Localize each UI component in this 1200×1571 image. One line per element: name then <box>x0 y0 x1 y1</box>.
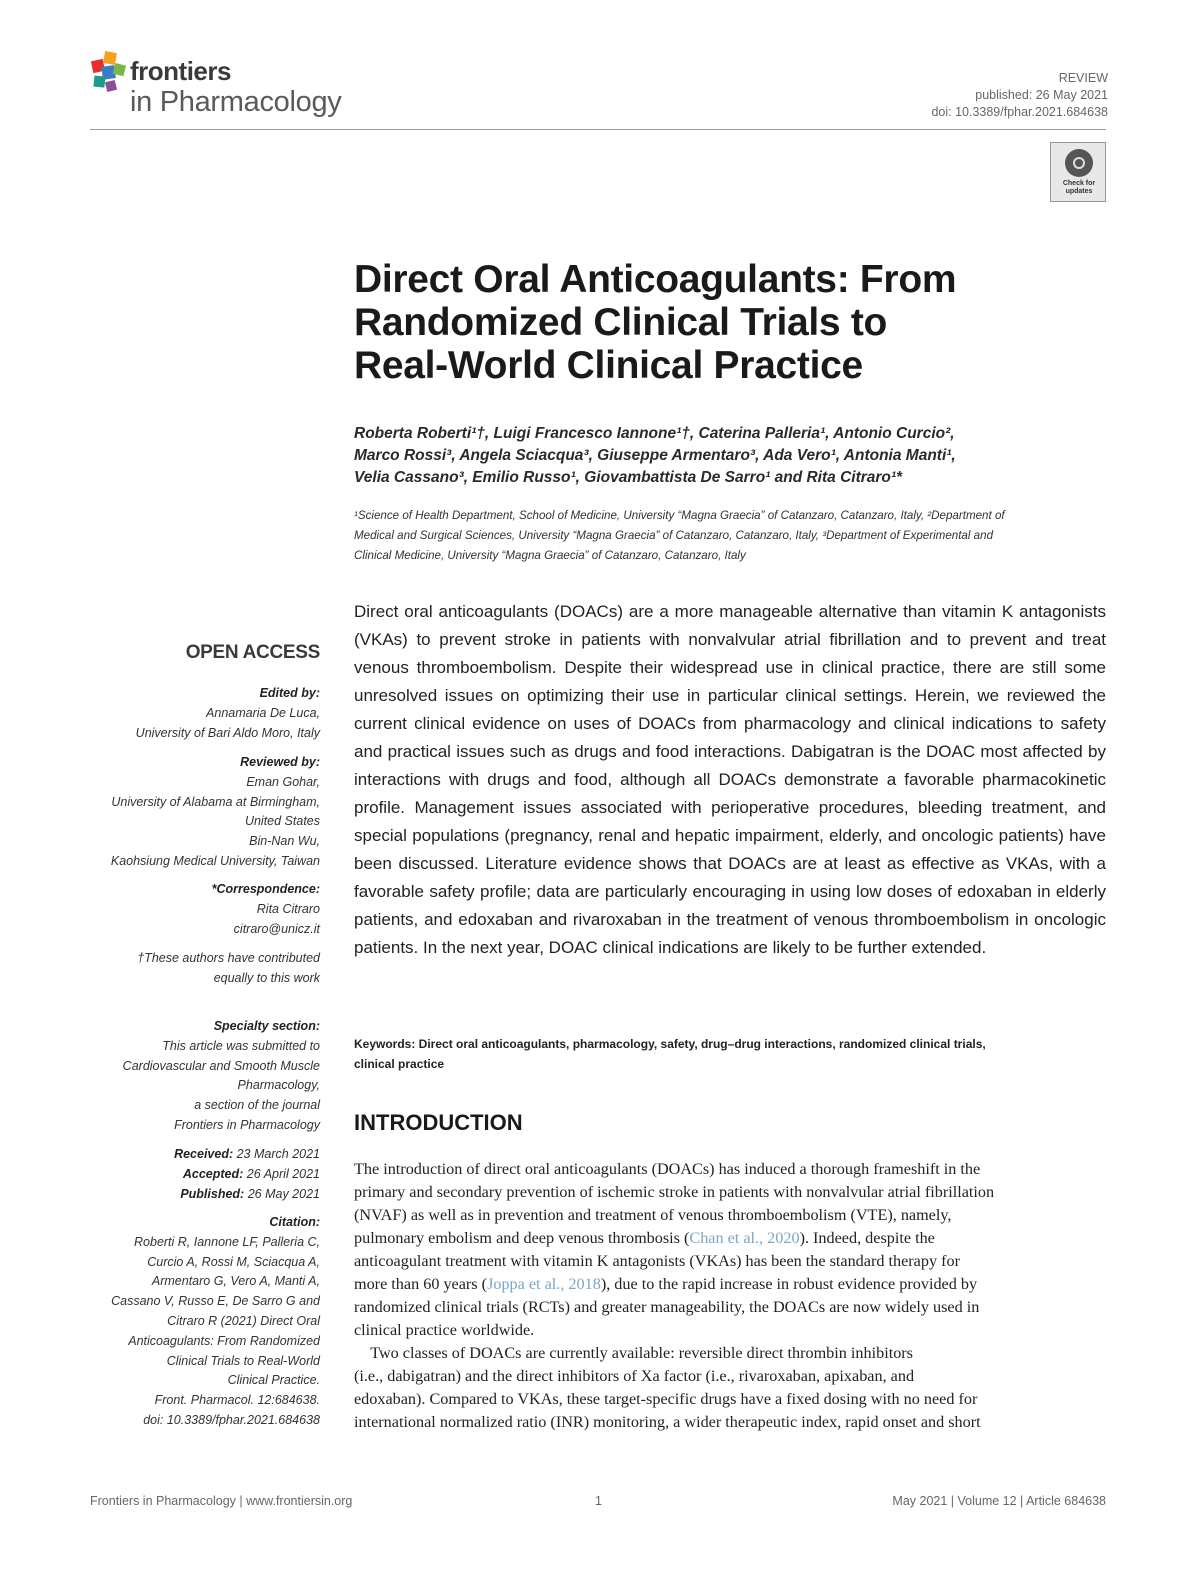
correspondence-email[interactable]: citraro@unicz.it <box>233 921 320 936</box>
citation-line: Clinical Practice. <box>227 1373 320 1388</box>
check-updates-icon <box>1065 149 1093 177</box>
editor-line: Annamaria De Luca, <box>206 705 320 720</box>
published-label: Published: <box>180 1186 245 1201</box>
accepted-label: Accepted: <box>182 1166 244 1181</box>
specialty-line: Frontiers in Pharmacology <box>174 1117 320 1132</box>
intro-text: primary and secondary prevention of ischemic stroke in patients with nonvalvular atrial fibrillation <box>354 1183 995 1201</box>
author-line: Marco Rossi³, Angela Sciacqua³, Giuseppe Armentaro³, Ada Vero¹, Antonia Manti¹, <box>354 447 956 464</box>
received-row <box>60 1145 320 1165</box>
sidebar-dates-block <box>60 1145 320 1204</box>
specialty-label: Specialty section: <box>213 1019 320 1033</box>
affiliations <box>354 506 1114 566</box>
equal-note-line: †These authors have contributed <box>137 951 320 965</box>
citation-line: Roberti R, Iannone LF, Palleria C, <box>134 1234 320 1249</box>
footer-page-number: 1 <box>595 1494 602 1508</box>
sidebar-citation-block <box>60 1213 320 1431</box>
intro-line <box>354 1181 1106 1204</box>
open-access-label: OPEN ACCESS <box>185 642 320 663</box>
specialty-line: a section of the journal <box>194 1098 320 1113</box>
sidebar-reviewer-block <box>60 753 320 872</box>
introduction-body <box>354 1158 1106 1434</box>
intro-text: (NVAF) as well as in prevention and treatment of venous thromboembolism (VTE), namely, <box>354 1206 952 1224</box>
intro-text: randomized clinical trials (RCTs) and greater manageability, the DOACs are now widely used in <box>354 1298 980 1316</box>
citation-line: Citraro R (2021) Direct Oral <box>167 1313 320 1328</box>
citation-line: Armentaro G, Vero A, Manti A, <box>151 1274 320 1289</box>
frontiers-logo-icon <box>90 50 130 96</box>
published-row <box>60 1185 320 1205</box>
intro-text: pulmonary embolism and deep venous thrombosis ( <box>354 1229 690 1247</box>
affiliation-line: Medical and Surgical Sciences, University “Magna Graecia” of Catanzaro, Catanzaro, Italy, ³Department of Experimental and <box>354 529 994 542</box>
intro-line <box>354 1204 1106 1227</box>
intro-text: clinical practice worldwide. <box>354 1321 535 1339</box>
citation-link[interactable]: Chan et al., 2020 <box>689 1229 800 1247</box>
intro-text: anticoagulant treatment with vitamin K antagonists (VKAs) has been the standard therapy for <box>354 1252 960 1270</box>
keywords-line: clinical practice <box>354 1057 445 1071</box>
intro-line <box>354 1365 1106 1388</box>
sidebar-editor-block <box>60 684 320 743</box>
footer-journal-link[interactable]: Frontiers in Pharmacology | www.frontiersin.org <box>90 1494 353 1508</box>
intro-line <box>354 1342 1106 1365</box>
footer-issue-info: May 2021 | Volume 12 | Article 684638 <box>892 1494 1106 1508</box>
reviewer-line: Bin-Nan Wu, <box>249 834 320 849</box>
reviewer-line: Eman Gohar, <box>246 774 320 789</box>
reviewer-line: Kaohsiung Medical University, Taiwan <box>110 853 320 868</box>
editor-line: University of Bari Aldo Moro, Italy <box>135 725 320 740</box>
section-heading-introduction: INTRODUCTION <box>354 1110 523 1135</box>
keywords-line: Keywords: Direct oral anticoagulants, pharmacology, safety, drug–drug interactions, randomized clinical trials, <box>354 1037 986 1051</box>
sidebar-correspondence-block <box>60 880 320 939</box>
intro-text: international normalized ratio (INR) monitoring, a wider therapeutic index, rapid onset and short <box>354 1413 981 1431</box>
edited-by-label: Edited by: <box>259 686 320 700</box>
intro-text: (i.e., dabigatran) and the direct inhibitors of Xa factor (i.e., rivaroxaban, apixaban, and <box>354 1367 915 1385</box>
citation-line: Curcio A, Rossi M, Sciacqua A, <box>147 1254 320 1269</box>
author-line: Roberta Roberti¹†, Luigi Francesco Iannone¹†, Caterina Palleria¹, Antonio Curcio², <box>354 425 955 442</box>
check-updates-label: Check for updates <box>1062 180 1096 195</box>
intro-line <box>354 1227 1106 1250</box>
citation-label: Citation: <box>269 1215 320 1229</box>
accepted-row <box>60 1165 320 1185</box>
journal-logo <box>90 50 350 125</box>
intro-text: The introduction of direct oral anticoagulants (DOACs) has induced a thorough frameshift in the <box>354 1160 981 1178</box>
check-for-updates-button[interactable] <box>1050 142 1106 202</box>
article-meta <box>931 70 1108 121</box>
intro-line <box>354 1319 1106 1342</box>
intro-line <box>354 1158 1106 1181</box>
accepted-date: 26 April 2021 <box>246 1166 320 1181</box>
abstract: Direct oral anticoagulants (DOACs) are a more manageable alternative than vitamin K antagonists (VKAs) to prevent stroke in patients with nonvalvular atrial fibrillation and to prevent and treat venous thromboembolism. Despite their widespread use in clinical practice, there are still some unresolved issues on optimizing their use in particular clinical settings. Herein, we reviewed the current clinical evidence on uses of DOACs from pharmacology and clinical indications to safety and practical issues such as drugs and food interactions. Dabigatran is the DOAC most affected by interactions with drugs and food, although all DOACs demonstrate a favorable pharmacokinetic profile. Management issues associated with perioperative procedures, bleeding treatment, and special populations (pregnancy, renal and hepatic impairment, elderly, and oncologic patients) have been discussed. Literature evidence shows that DOACs are at least as effective as VKAs, with a favorable safety profile; data are particularly encouraging in using low doses of edoxaban in elderly patients, and edoxaban and rivaroxaban in the treatment of venous thromboembolism in oncologic patients. In the next year, DOAC clinical indications are likely to be further extended. <box>354 602 1106 957</box>
reviewed-by-label: Reviewed by: <box>240 755 320 769</box>
citation-line: Front. Pharmacol. 12:684638. <box>154 1393 320 1408</box>
citation-link[interactable]: Joppa et al., 2018 <box>487 1275 601 1293</box>
author-line: Velia Cassano³, Emilio Russo¹, Giovambattista De Sarro¹ and Rita Citraro¹* <box>354 469 903 486</box>
specialty-line: Pharmacology, <box>237 1078 320 1093</box>
received-label: Received: <box>174 1147 234 1161</box>
intro-text: more than 60 years ( <box>354 1275 488 1293</box>
intro-line <box>354 1273 1106 1296</box>
intro-line <box>354 1411 1106 1434</box>
intro-text: ), due to the rapid increase in robust evidence provided by <box>600 1275 978 1293</box>
title-line: Randomized Clinical Trials to <box>354 301 888 344</box>
title-line: Direct Oral Anticoagulants: From <box>354 258 957 301</box>
article-title <box>354 258 1114 387</box>
reviewer-line: University of Alabama at Birmingham, <box>111 794 320 809</box>
author-list <box>354 423 1114 489</box>
correspondence-name: Rita Citraro <box>256 901 320 916</box>
sidebar-equal-contribution <box>60 949 320 989</box>
published-date-sidebar: 26 May 2021 <box>247 1186 320 1201</box>
sidebar-specialty-block <box>60 1017 320 1136</box>
intro-text: edoxaban). Compared to VKAs, these target-specific drugs have a fixed dosing with no need for <box>354 1390 978 1408</box>
affiliation-line: ¹Science of Health Department, School of Medicine, University “Magna Graecia” of Catanzaro, Catanzaro, Italy, ²Department of <box>354 509 1005 522</box>
keywords <box>354 1034 1106 1074</box>
specialty-line: Cardiovascular and Smooth Muscle <box>122 1058 320 1073</box>
specialty-line: This article was submitted to <box>162 1038 320 1053</box>
citation-line: Cassano V, Russo E, De Sarro G and <box>111 1294 320 1309</box>
correspondence-label: *Correspondence: <box>211 882 320 896</box>
logo-journal-text: in Pharmacology <box>130 86 342 118</box>
intro-text: ). Indeed, despite the <box>799 1229 935 1247</box>
equal-note-line: equally to this work <box>213 970 320 985</box>
affiliation-line: Clinical Medicine, University “Magna Graecia” of Catanzaro, Catanzaro, Italy <box>354 549 746 562</box>
citation-line: doi: 10.3389/fphar.2021.684638 <box>143 1412 320 1427</box>
intro-line <box>354 1296 1106 1319</box>
citation-line: Clinical Trials to Real-World <box>166 1353 320 1368</box>
received-date: 23 March 2021 <box>236 1147 320 1161</box>
reviewer-line: United States <box>244 814 320 829</box>
header-divider <box>90 129 1106 130</box>
citation-line: Anticoagulants: From Randomized <box>128 1333 320 1348</box>
article-doi[interactable]: doi: 10.3389/fphar.2021.684638 <box>931 105 1108 119</box>
intro-line <box>354 1388 1106 1411</box>
logo-brand-text: frontiers <box>130 56 231 86</box>
intro-line <box>354 1250 1106 1273</box>
intro-text: Two classes of DOACs are currently available: reversible direct thrombin inhibitors <box>354 1344 913 1362</box>
title-line: Real-World Clinical Practice <box>354 344 863 387</box>
article-type: REVIEW <box>1058 71 1108 85</box>
published-date: published: 26 May 2021 <box>975 88 1108 102</box>
